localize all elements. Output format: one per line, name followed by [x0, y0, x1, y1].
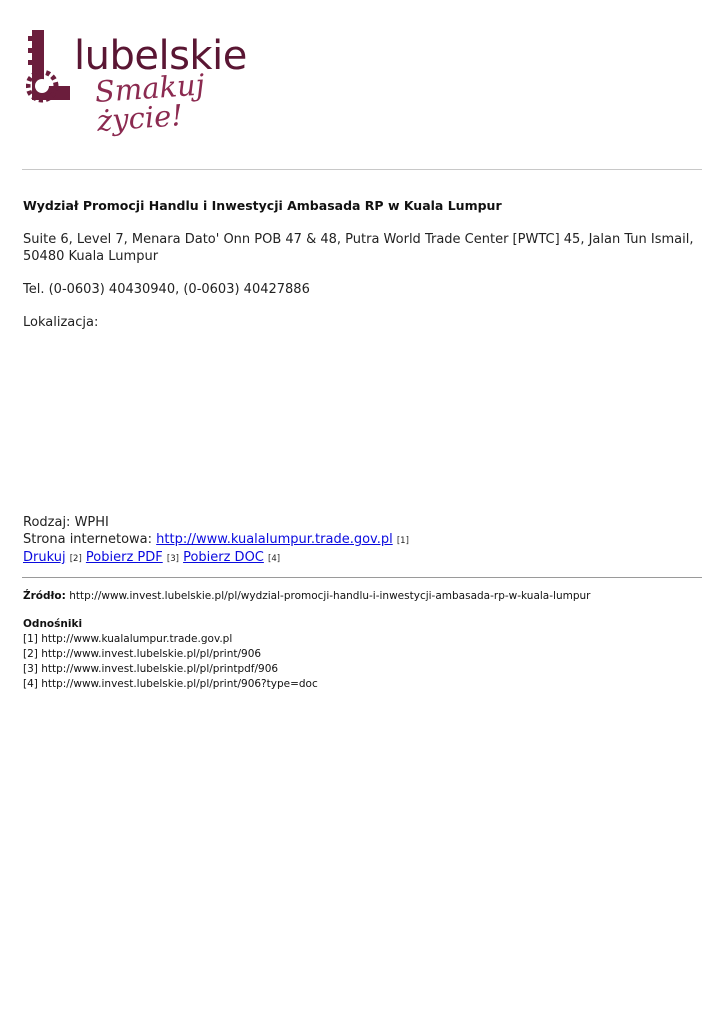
- source-url: http://www.invest.lubelskie.pl/pl/wydzial-promocji-handlu-i-inwestycji-ambasada-rp-w-kuala-lumpur: [69, 590, 591, 602]
- source-line: [23, 589, 590, 604]
- action-links: [23, 549, 703, 568]
- location-label: Lokalizacja:: [23, 315, 99, 330]
- entry-title: Wydział Promocji Handlu i Inwestycji Ambasada RP w Kuala Lumpur: [23, 198, 502, 213]
- entry-type: Rodzaj: WPHI: [23, 515, 109, 530]
- references-heading: Odnośniki: [23, 618, 83, 630]
- reference-item: [3] http://www.invest.lubelskie.pl/pl/printpdf/906: [23, 663, 279, 675]
- entry-phone: Tel. (0-0603) 40430940, (0-0603) 40427886: [23, 282, 310, 297]
- source-divider: [22, 577, 702, 578]
- reference-item: [4] http://www.invest.lubelskie.pl/pl/print/906?type=doc: [23, 678, 318, 690]
- website-label: Strona internetowa:: [23, 532, 153, 547]
- print-ref: [2]: [69, 554, 82, 564]
- reference-item: [2] http://www.invest.lubelskie.pl/pl/print/906: [23, 648, 262, 660]
- pdf-ref: [3]: [166, 554, 179, 564]
- header-divider: [22, 169, 702, 170]
- source-label: Źródło:: [23, 590, 66, 602]
- download-doc-link[interactable]: Pobierz DOC: [183, 550, 264, 565]
- gear-l-emblem-icon: [26, 26, 76, 110]
- logo-tagline: Smakuj życie!: [93, 67, 206, 138]
- print-link[interactable]: Drukuj: [23, 550, 66, 565]
- doc-ref: [4]: [268, 554, 281, 564]
- download-pdf-link[interactable]: Pobierz PDF: [85, 550, 163, 565]
- website-line: [23, 531, 703, 550]
- logo-wordmark: lubelskie: [74, 33, 247, 79]
- reference-item: [1] http://www.kualalumpur.trade.gov.pl: [23, 633, 233, 645]
- lubelskie-logo: [26, 26, 256, 138]
- entry-address: Suite 6, Level 7, Menara Dato' Onn POB 47 & 48, Putra World Trade Center [PWTC] 45, Jalan Tun Ismail, 50480 Kuala Lumpur: [23, 232, 694, 264]
- website-link[interactable]: http://www.kualalumpur.trade.gov.pl: [156, 532, 393, 547]
- website-ref: [1]: [396, 536, 409, 546]
